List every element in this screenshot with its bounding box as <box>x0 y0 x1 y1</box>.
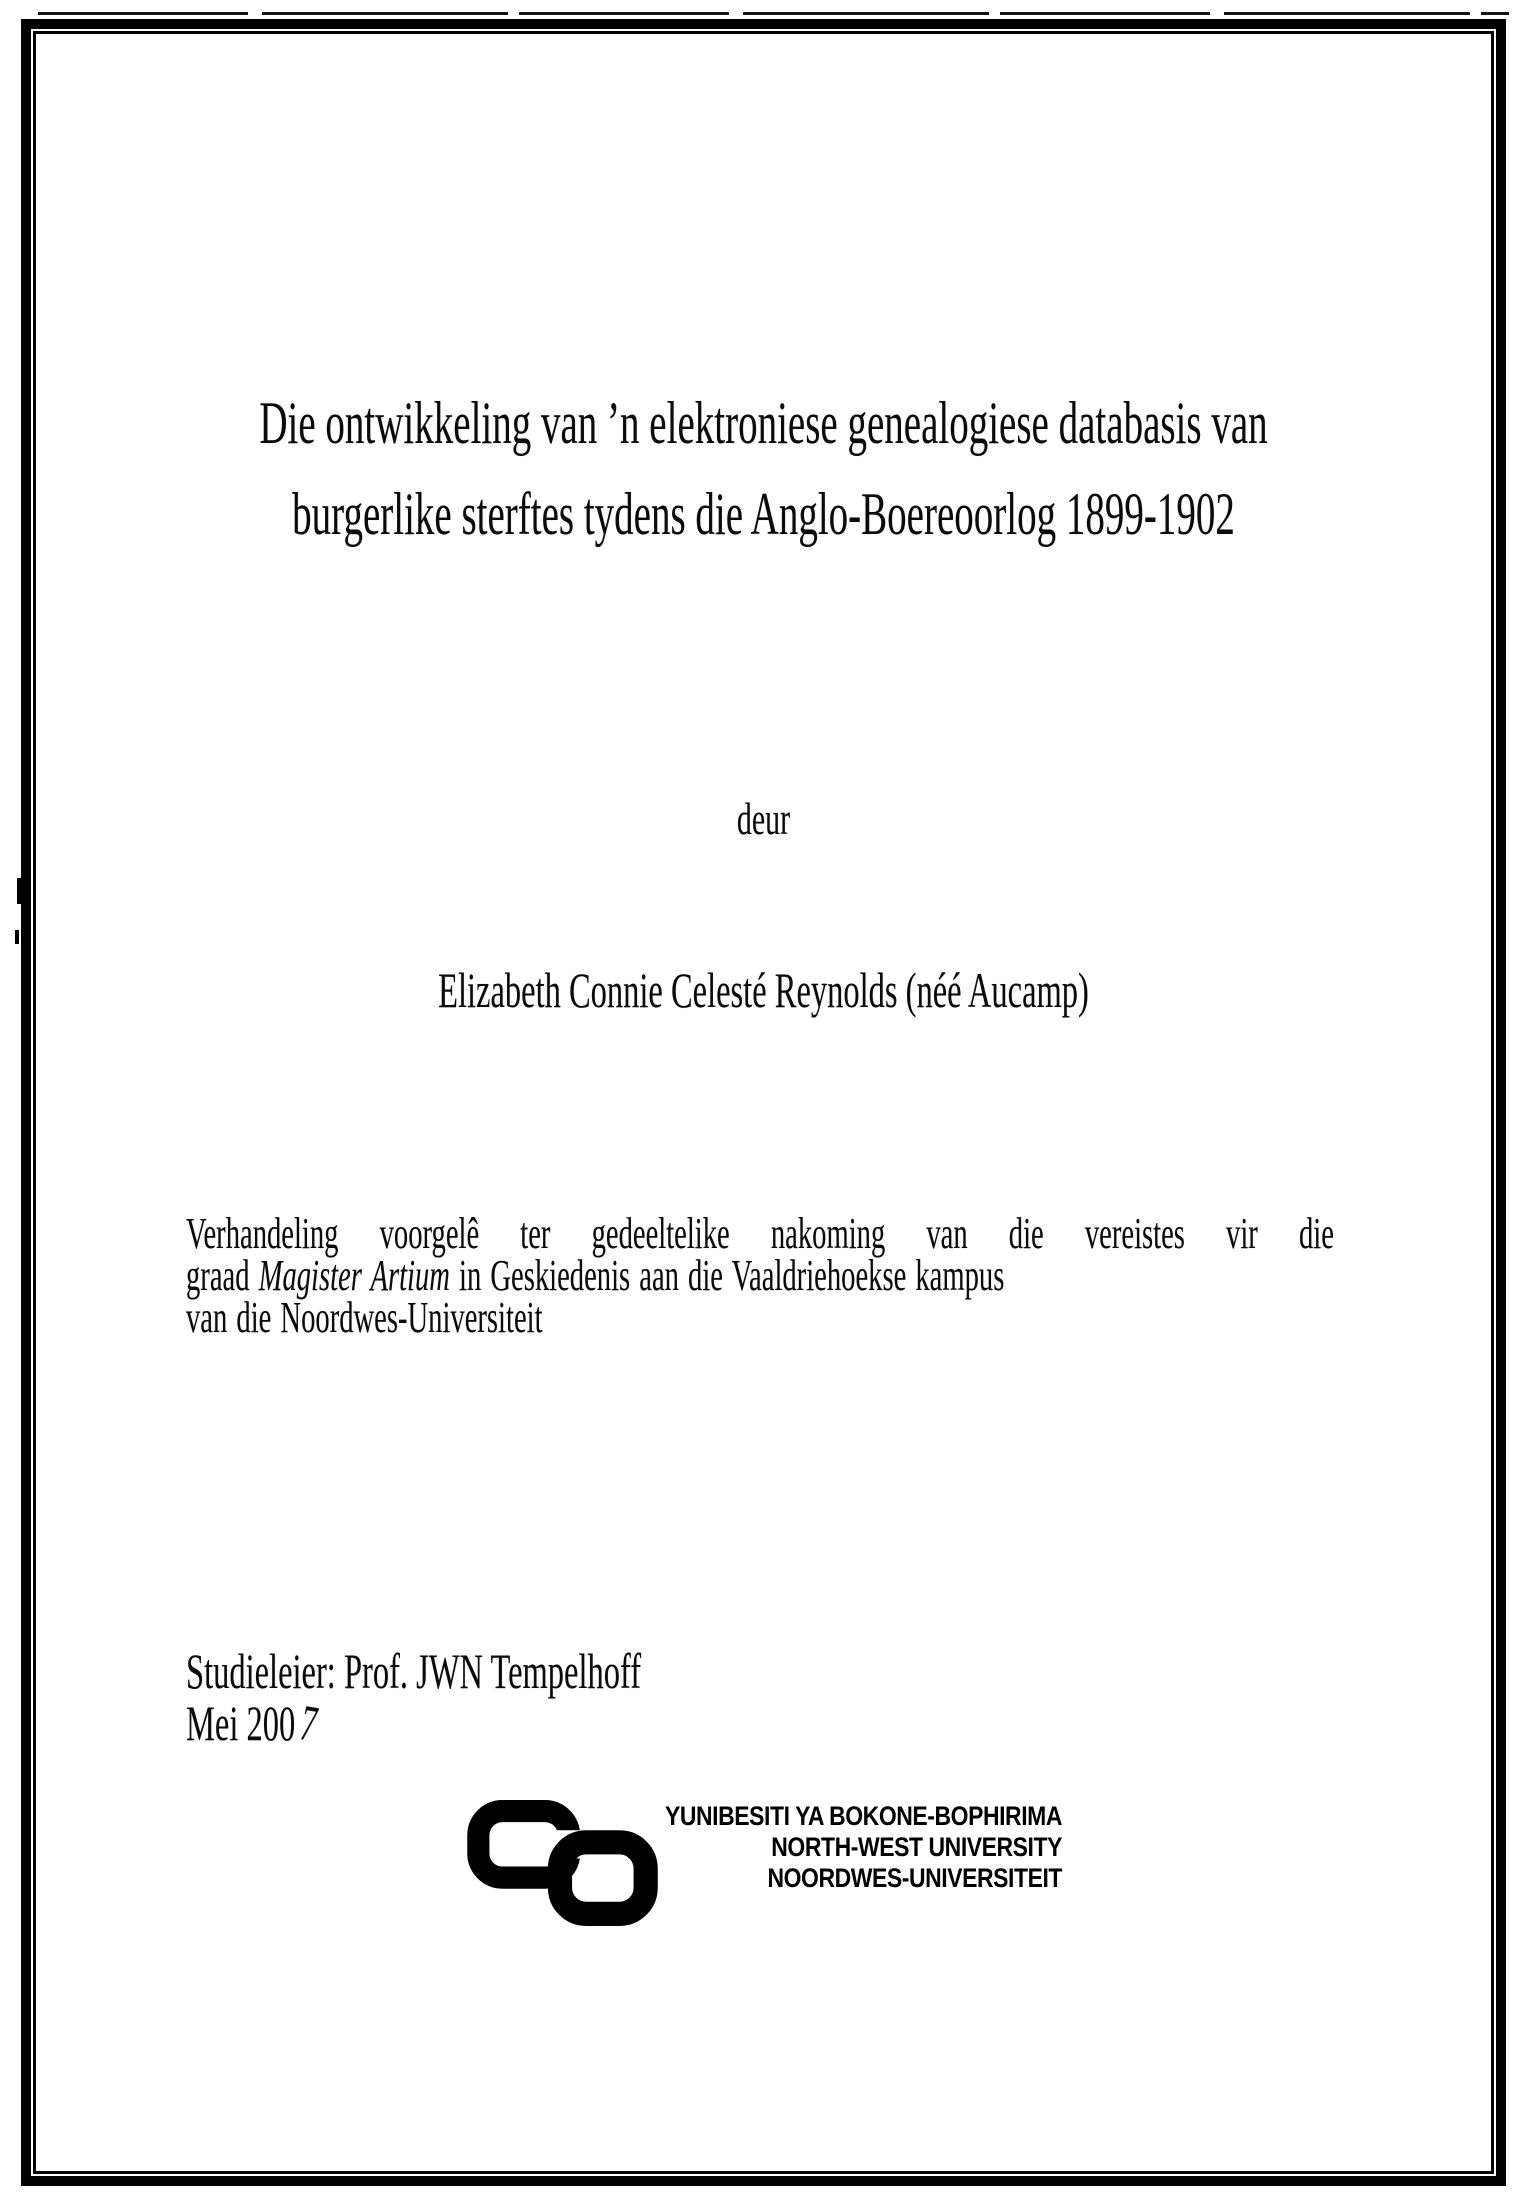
degree-statement-line3: van die Noordwes-Universiteit <box>186 1293 543 1342</box>
degree-statement-line1: Verhandeling voorgelê ter gedeeltelike nakoming van die vereistes vir die <box>186 1209 1334 1258</box>
author-name: Elizabeth Connie Celesté Reynolds (néé Aucamp) <box>438 962 1089 1018</box>
nwu-name-english: NORTH-WEST UNIVERSITY <box>771 1832 1062 1862</box>
supervisor-line: Studieleier: Prof. JWN Tempelhoff <box>186 1643 642 1699</box>
supervisor-block <box>186 1643 1096 1753</box>
nwu-name-setswana: YUNIBESITI YA BOKONE-BOPHIRIMA <box>664 1801 1062 1831</box>
thesis-title-line2: burgerlike sterftes tydens die Anglo-Boereoorlog 1899-1902 <box>292 481 1235 547</box>
degree-statement-line2-prefix: graad <box>186 1251 259 1300</box>
date-last-digit: 7 <box>295 1693 323 1753</box>
degree-statement <box>186 1209 1334 1342</box>
degree-name: Magister Artium <box>258 1251 450 1300</box>
scan-speck <box>15 930 19 944</box>
date-prefix: Mei 200 <box>186 1695 296 1751</box>
thesis-title <box>7 378 1520 560</box>
thesis-title-line1: Die ontwikkeling van ’n elektroniese genealogiese databasis van <box>259 390 1268 456</box>
degree-statement-line2-suffix: in Geskiedenis aan die Vaaldriehoekse kampus <box>449 1251 1005 1300</box>
date-line <box>186 1693 1096 1753</box>
scan-artifact-line <box>38 12 1509 15</box>
degree-statement-line2 <box>186 1251 1334 1300</box>
byline: deur <box>736 793 791 844</box>
nwu-name-afrikaans: NOORDWES-UNIVERSITEIT <box>767 1863 1062 1893</box>
nwu-logo-wordmark <box>586 1801 1062 1894</box>
